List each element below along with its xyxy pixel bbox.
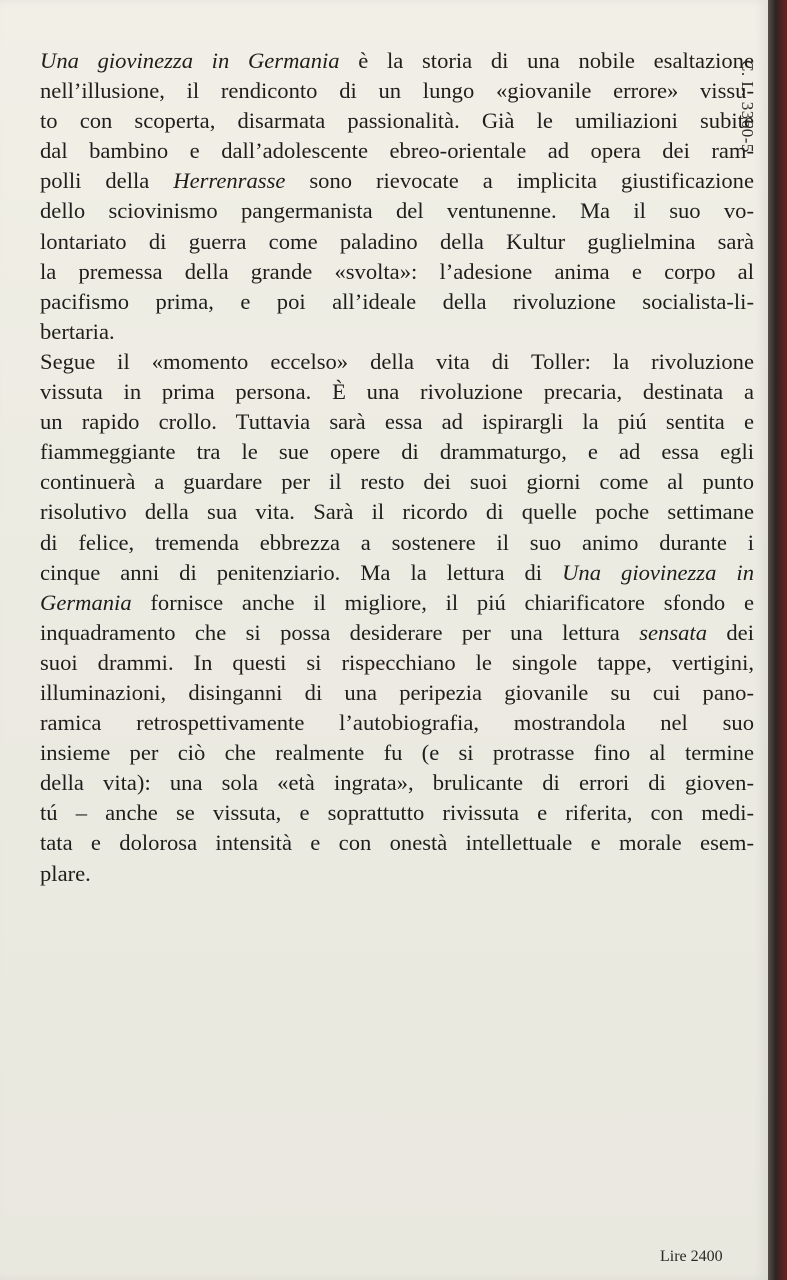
text-line [40,437,754,467]
text-segment: inquadramento che si possa desiderare per una lettura [40,619,640,645]
text-line [40,648,754,678]
text-line [40,257,754,287]
italic-text: Una giovinezza in [562,559,754,585]
text-line [40,467,754,497]
text-line [40,588,754,618]
text-segment: fornisce anche il migliore, il piú chiarificatore sfondo e [131,589,754,615]
text-line [40,166,754,196]
text-segment: insieme per ciò che realmente fu (e si protrasse fino al termine [40,740,754,766]
price-label: Lire 2400 [660,1248,723,1265]
text-line [40,738,754,768]
text-segment: è la storia di una nobile esaltazione [339,48,754,73]
text-segment: sono rievocate a implicita giustificazione [285,168,754,194]
text-line [40,377,754,407]
text-line [40,497,754,527]
text-line [40,46,754,76]
text-line [40,136,754,166]
text-line [40,528,754,558]
blurb-text [40,46,754,889]
text-segment: cinque anni di penitenziario. Ma la lettura di [40,559,563,585]
text-line [40,859,754,889]
text-line [40,768,754,798]
text-line [40,227,754,257]
text-line [40,76,754,106]
text-segment: un rapido crollo. Tuttavia sarà essa ad ispirargli la piú sentita e [40,409,754,435]
text-line [40,678,754,708]
text-segment: nell’illusione, il rendiconto di un lungo «giovanile errore» vissu- [40,78,754,104]
text-segment: vissuta in prima persona. È una rivoluzione precaria, destinata a [40,379,754,405]
text-segment: la premessa della grande «svolta»: l’adesione anima e corpo al [40,258,754,284]
text-segment: illuminazioni, disinganni di una peripezia giovanile su cui pano- [40,679,754,705]
text-line [40,828,754,858]
text-line [40,558,754,588]
text-segment: polli della [40,168,174,194]
text-segment: lontariato di guerra come paladino della Kultur guglielmina sarà [40,228,754,254]
text-segment: to con scoperta, disarmata passionalità. Già le umiliazioni subite [40,108,754,134]
text-segment: dello sciovinismo pangermanista del ventunenne. Ma il suo vo- [40,198,754,224]
text-line [40,708,754,738]
italic-text: Una giovinezza in Germania [40,48,340,73]
text-segment: continuerà a guardare per il resto dei suoi giorni come al punto [40,469,754,495]
text-segment: di felice, tremenda ebbrezza a sostenere il suo animo durante i [40,529,754,555]
italic-text: Germania [40,589,132,615]
italic-text: sensata [639,619,707,645]
text-segment: Segue il «momento eccelso» della vita di Toller: la rivoluzione [40,348,754,374]
cover-edge [768,0,787,1280]
text-line [40,106,754,136]
text-segment: fiammeggiante tra le sue opere di drammaturgo, e ad essa egli [40,439,754,465]
text-segment: dal bambino e dall’adolescente ebreo-orientale ad opera dei ram- [40,138,754,164]
text-segment: tú – anche se vissuta, e soprattutto rivissuta e riferita, con medi- [40,800,754,826]
text-line [40,798,754,828]
text-line [40,407,754,437]
catalog-code: C. L. 3360-5 [738,60,757,153]
text-segment: ramica retrospettivamente l’autobiografia, mostrandola nel suo [40,710,754,736]
text-segment: bertaria. [40,318,115,344]
text-line [40,347,754,377]
text-line [40,317,754,347]
text-segment: tata e dolorosa intensità e con onestà intellettuale e morale esem- [40,830,754,856]
text-segment: dei [707,619,754,645]
text-segment: plare. [40,860,91,886]
italic-text: Herrenrasse [173,168,286,194]
text-line [40,618,754,648]
text-segment: risolutivo della sua vita. Sarà il ricordo di quelle poche settimane [40,499,754,525]
text-segment: suoi drammi. In questi si rispecchiano le singole tappe, vertigini, [40,649,754,675]
text-segment: pacifismo prima, e poi all’ideale della rivoluzione socialista-li- [40,288,754,314]
text-segment: della vita): una sola «età ingrata», brulicante di errori di gioven- [40,770,754,796]
text-line [40,287,754,317]
text-line [40,196,754,226]
